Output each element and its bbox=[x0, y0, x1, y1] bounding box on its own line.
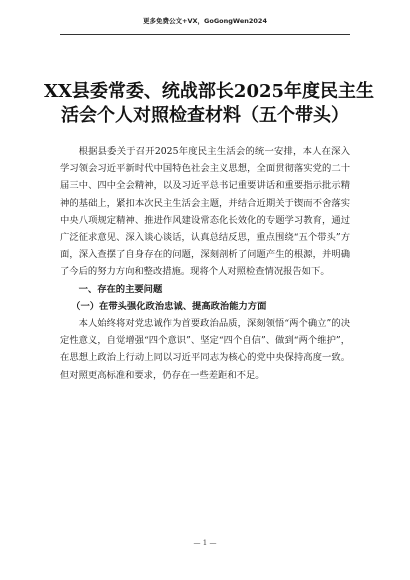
intro-paragraph: 根据县委关于召开2025年度民主生活会的统一安排，本人在深入学习领会习近平新时代中国特色社会主义思想，全面贯彻落实党的二十届三中、四中全会精神，以及习近平总书记重要讲话和重要指示批示精神的基础上，紧扣本次民主生活会主题，并结合近期关于锲而不舍落实中央八项规定精神、推进作风建设常态化长效化的专题学习教育，通过广泛征求意见、深入谈心谈话，认真总结反思，重点围绕“五个带头”方面，深入查摆了自身存在的问题，深刻剖析了问题产生的根源，并明确了今后的努力方向和整改措施。现将个人对照检查情况报告如下。 bbox=[60, 146, 350, 278]
page-number: — 1 — bbox=[193, 539, 217, 547]
section-heading: 一、存在的主要问题 bbox=[78, 283, 163, 295]
document-body bbox=[60, 143, 350, 384]
title-line-1: XX县委常委、统战部长2025年度民主生 bbox=[44, 81, 375, 102]
subsection-heading: （一）在带头强化政治忠诚、提高政治能力方面 bbox=[71, 300, 267, 312]
page-header bbox=[60, 14, 350, 35]
header-promo-text: 更多免费公文+VX，GoGongWen2024 bbox=[143, 17, 267, 25]
document-title bbox=[44, 80, 375, 128]
subsection-paragraph: 本人始终将对党忠诚作为首要政治品质，深刻领悟“两个确立”的决定性意义，自觉增强“四个意识”、坚定“四个自信”、做到“两个维护”，在思想上政治上行动上同以习近平同志为核心的党中央保持高度一致。但对照更高标准和要求，仍存在一些差距和不足。 bbox=[60, 318, 350, 381]
title-line-2: 活会个人对照检查材料（五个带头） bbox=[61, 105, 349, 126]
